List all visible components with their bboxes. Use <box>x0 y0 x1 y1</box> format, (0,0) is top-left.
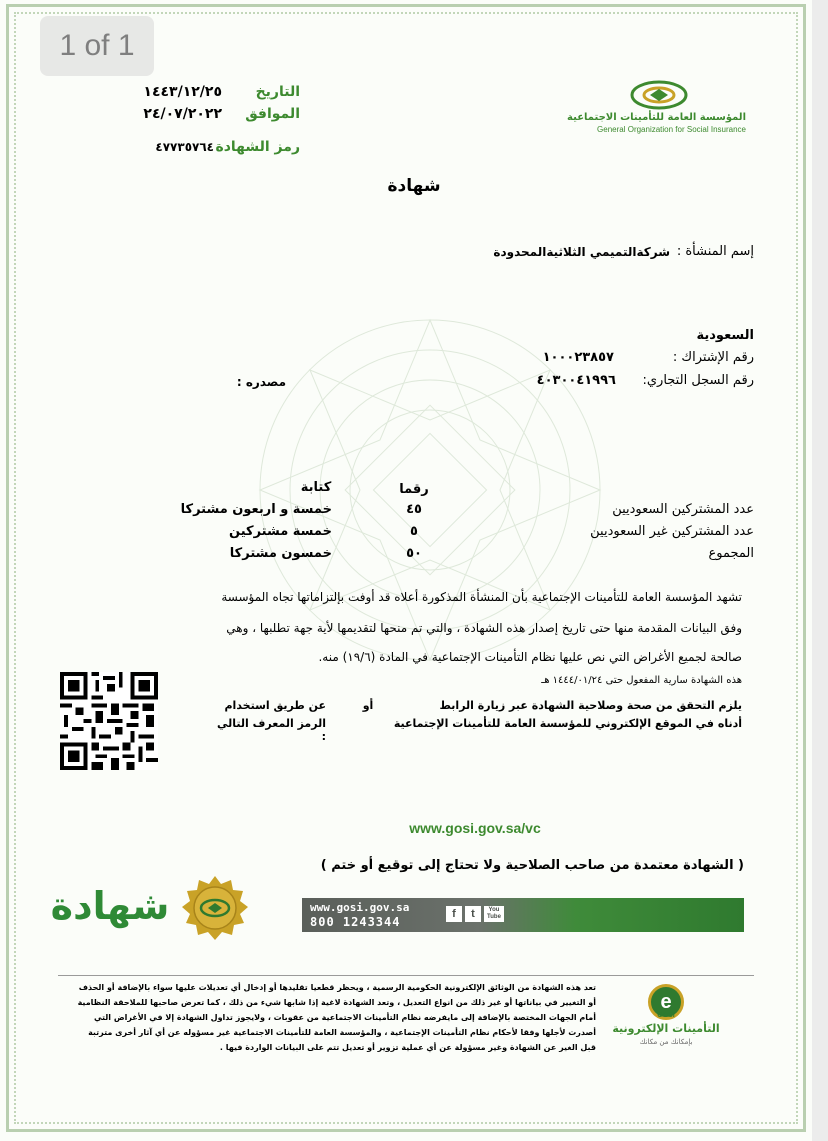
social-icons <box>446 906 507 922</box>
gold-seal-icon <box>180 874 250 944</box>
saudi-count-words: خمسة و اربعون مشتركا <box>180 502 332 517</box>
date-value: ١٤٤٣/١٢/٢٥ <box>143 84 222 100</box>
twitter-icon[interactable]: t <box>465 906 481 922</box>
disclaimer-line-2: أو التغيير في بياناتها أو غير ذلك من انواع التعديل ، وتعد الشهادة لاغية إذا شابها شيء من ذلك ، كما تعرض صاحبها للملاحقة النظامية <box>77 998 596 1007</box>
qr-code <box>60 672 158 770</box>
disclaimer-line-4: أصدرت لأجلها وفقا لأحكام نظام التأمينات الإجتماعية ، والمؤسسة العامة للتأمينات الاجتماعية غير مسؤوله عن أي آثار أخرى مترتبة <box>88 1028 596 1037</box>
saudi-count-number: ٤٥ <box>406 502 422 517</box>
verify-line-2: أدناه في الموقع الإلكتروني للمؤسسة العامة للتأمينات الإجتماعية <box>393 717 742 730</box>
non-saudi-count-words: خمسة مشتركين <box>229 524 332 539</box>
contact-banner <box>302 898 744 932</box>
statement-line-2: وفق البيانات المقدمة منها حتى تاريخ إصدار هذه الشهادة ، والتي تم منحها لتقديمها لأية جهة تطلبها ، وهي <box>226 621 742 635</box>
gosi-emblem-icon <box>630 80 688 110</box>
commercial-register-number: ٤٠٣٠٠٤١٩٩٦ <box>536 373 616 388</box>
source-label: مصدره : <box>236 375 286 389</box>
equiv-date-value: ٢٤/٠٧/٢٠٢٢ <box>143 106 222 122</box>
saudi-count-label: عدد المشتركين السعوديين <box>612 502 754 517</box>
disclaimer-line-1: تعد هذه الشهادة من الوثائق الإلكترونية الحكومية الرسمية ، ويحظر قطعيا تقليدها أو إدخال أي تعديلات عليها سواء بالإضافة أو الحذف <box>78 983 596 992</box>
egosi-label: GOSI <box>657 1012 675 1019</box>
footer-divider <box>58 975 754 976</box>
approval-note: ( الشهادة معتمدة من صاحب الصلاحية ولا تحتاج إلى توقيع أو ختم ) <box>320 858 744 873</box>
commercial-register-label: رقم السجل التجاري: <box>642 373 754 388</box>
non-saudi-count-number: ٥ <box>410 524 418 539</box>
gosi-name-ar: المؤسسة العامة للتأمينات الاجتماعية <box>567 112 746 123</box>
establishment-label: إسم المنشأة : <box>676 244 754 259</box>
certificate-code-value: ٤٧٧٣٥٧٦٤ <box>155 140 214 154</box>
page-title: شهادة <box>387 176 441 196</box>
verify-line-1: يلزم التحقق من صحة وصلاحية الشهادة عبر زيارة الرابط <box>439 699 742 712</box>
equiv-label: الموافق <box>245 106 300 122</box>
non-saudi-count-label: عدد المشتركين غير السعوديين <box>590 524 754 539</box>
facebook-icon[interactable]: f <box>446 906 462 922</box>
certificate-code-label: رمز الشهادة <box>215 139 300 155</box>
gosi-name-en: General Organization for Social Insurance <box>597 125 746 134</box>
total-count-words: خمسون مشتركا <box>229 546 332 561</box>
total-count-number: ٥٠ <box>406 546 422 561</box>
validity-note: هذه الشهادة سارية المفعول حتى ١٤٤٤/٠١/٢٤ هـ <box>541 675 742 686</box>
total-count-label: المجموع <box>708 546 754 561</box>
subscription-number: ١٠٠٠٢٣٨٥٧ <box>542 350 614 365</box>
col-number-header: رقما <box>399 482 429 497</box>
statement-line-1: تشهد المؤسسة العامة للتأمينات الإجتماعية بأن المنشأة المذكورة أعلاه قد أوفت بإلتزاماتها تجاه المؤسسة <box>221 590 742 604</box>
page-indicator: 1 of 1 <box>40 16 154 76</box>
disclaimer-line-5: قبل الغير عن الشهادة وغير مسؤولة عن أي عملية تزوير أو تعديل تتم على البيانات الواردة فيها . <box>219 1043 596 1052</box>
verify-alt-method: عن طريق استخدام <box>224 699 326 712</box>
youtube-icon[interactable]: You Tube <box>484 906 504 922</box>
subscription-label: رقم الإشتراك : <box>672 350 754 365</box>
disclaimer-line-3: أمام الجهات المختصة بالإضافة إلى مايفرضه نظام التأمينات الاجتماعية من عقوبات ، ولايجوز تداول الشهادة إلا في الأغراض التي <box>93 1013 596 1022</box>
egosi-tagline: بإمكانك من مكانك <box>639 1038 693 1046</box>
statement-line-3: صالحة لجميع الأغراض التي نص عليها نظام التأمينات الإجتماعية في المادة (١٩/٦) منه. <box>318 650 742 664</box>
verify-code-label: الرمز المعرف التالي : <box>217 717 326 743</box>
establishment-name: شركةالتميمي الثلاثيةالمحدودة <box>493 245 670 259</box>
egosi-mark: e <box>660 990 672 1013</box>
shahada-logo-text: شهادة <box>50 884 170 928</box>
country: السعودية <box>696 328 754 343</box>
verify-or: أو <box>362 699 374 712</box>
gosi-logo <box>568 80 748 136</box>
date-label: التاريخ <box>255 84 300 100</box>
egosi-name: التأمينات الإلكترونية <box>612 1022 720 1035</box>
banner-website[interactable]: www.gosi.gov.sa <box>310 901 410 914</box>
banner-phone: 800 1243344 <box>310 915 401 929</box>
col-words-header: كتابة <box>300 480 332 495</box>
verify-url-link[interactable]: www.gosi.gov.sa/vc <box>409 820 541 836</box>
